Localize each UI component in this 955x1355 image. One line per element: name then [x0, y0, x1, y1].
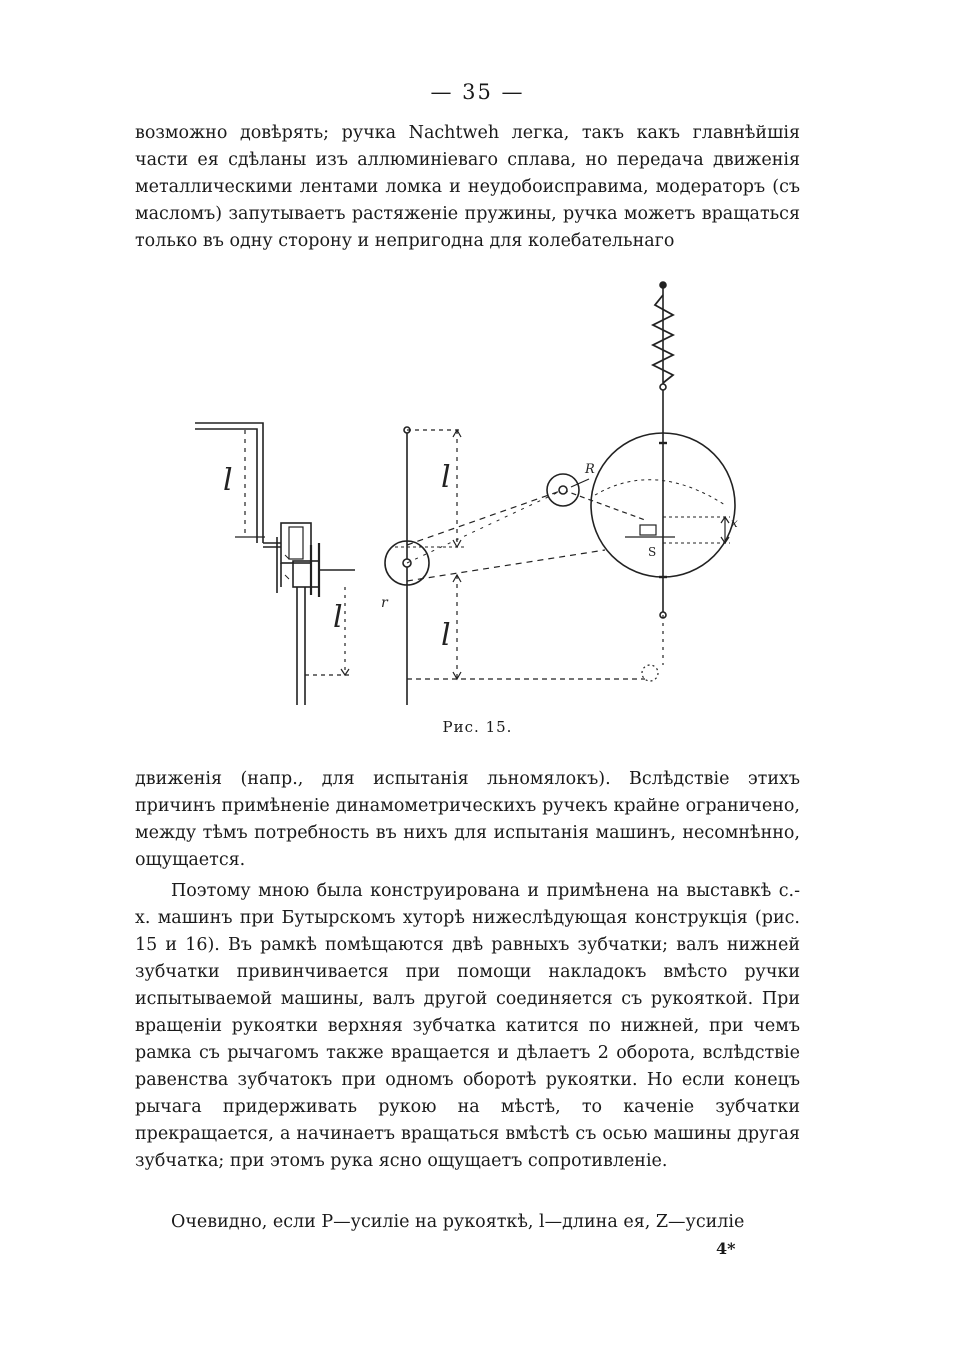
page-number: — 35 —: [430, 80, 525, 104]
signature-mark: 4*: [716, 1239, 736, 1258]
mechanism-diagram: [185, 275, 755, 715]
label-s: S: [648, 545, 657, 559]
paragraph-4: Очевидно, если P—усиліе на рукояткѣ, l—длина ея, Z—усиліе: [171, 1212, 745, 1232]
label-l-bottom: l: [333, 600, 343, 635]
figure-15: [185, 275, 755, 715]
paragraph-3: Поэтому мною была конструирована и примѣнена на выставкѣ с.-х. машинъ при Бутырскомъ хуторѣ нижеслѣдующая конструкція (рис. 15 и 16). Въ рамкѣ помѣщаются двѣ равныхъ зубчатки; валъ нижней зубчатки привинчивается при помощи накладокъ вмѣсто ручки испытываемой машины, валъ другой соединяется съ рукояткой. При вращеніи рукоятки верхняя зубчатка катится по нижней, при чемъ рамка съ рычагомъ также вращается и дѣлаетъ 2 оборота, вслѣдствіе равенства зубчатокъ при одномъ оборотѣ рукоятки. Но если конецъ рычага придерживать рукою на мѣстѣ, то каченіе зубчатки прекращается, а начинаетъ вращаться вмѣстѣ съ осью машины другая зубчатка; при этомъ рука ясно ощущаетъ сопротивленіе.: [135, 881, 800, 1171]
label-l-mid-lower: l: [441, 618, 451, 653]
label-x: x: [731, 516, 738, 530]
label-r-upper: R: [585, 462, 595, 477]
figure-caption: Рис. 15.: [442, 718, 513, 736]
lever-assembly: [385, 427, 645, 705]
gear-frame-assembly: [195, 423, 355, 705]
label-l-left: l: [223, 463, 233, 498]
label-l-mid-upper: l: [441, 460, 451, 495]
paragraph-2: движенія (напр., для испытанія льномялокъ). Вслѣдствіе этихъ причинъ примѣненіе динамометрическихъ ручекъ крайне ограничено, между тѣмъ потребность въ нихъ для испытанія машинъ, несомнѣнно, ощущается.: [135, 769, 800, 870]
connecting-lines: [407, 490, 645, 581]
label-r-left: r: [381, 595, 388, 611]
paragraph-1: возможно довѣрять; ручка Nachtweh легка, такъ какъ главнѣйшія части ея сдѣланы изъ аллюминіеваго сплава, но передача движенія металлическими лентами ломка и неудобоисправима, модераторъ (съ масломъ) запутываетъ растяженіе пружины, ручка можетъ вращаться только въ одну сторону и непригодна для колебательнаго: [135, 123, 800, 251]
large-wheel: [591, 282, 735, 681]
roller-r: [547, 474, 589, 506]
